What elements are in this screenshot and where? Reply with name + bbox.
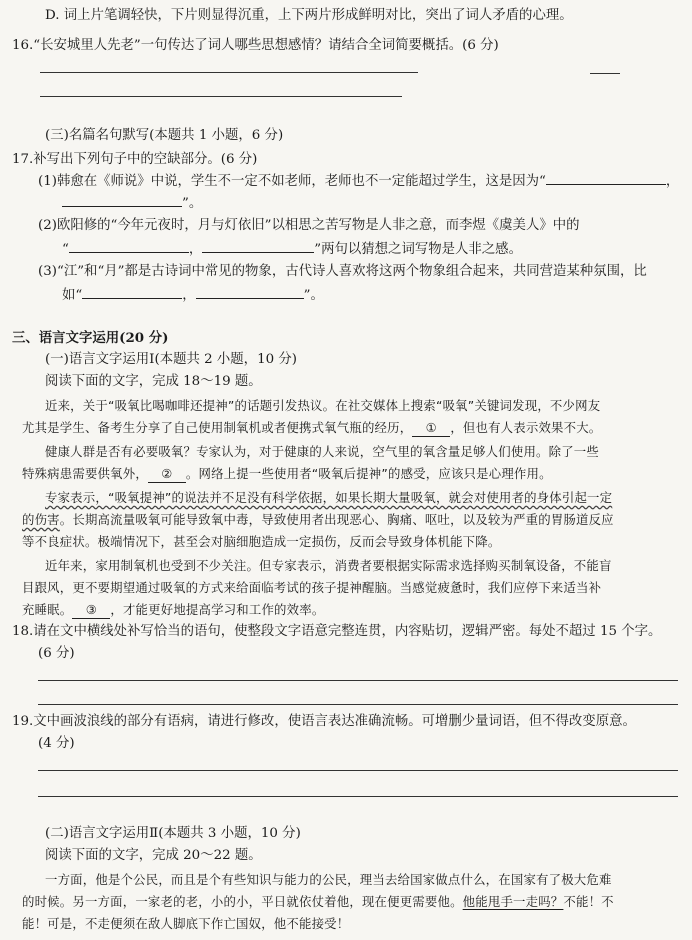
q17-item-1 bbox=[38, 172, 679, 190]
q17-item-2: (2)欧阳修的“今年元夜时，月与灯依旧”以相思之苦写物是人非之意，而李煜《虞美人》中的 bbox=[38, 218, 580, 233]
option-d: D. 词上片笔调轻快，下片则显得沉重，上下两片形成鲜明对比，突出了词人矛盾的心理。 bbox=[45, 8, 573, 23]
subsection-2-instruction: 阅读下面的文字，完成 20～22 题。 bbox=[45, 848, 262, 863]
blank-1[interactable] bbox=[412, 420, 450, 437]
question-19-points: (4 分) bbox=[38, 736, 75, 751]
subsection-2-title: (二)语言文字运用Ⅱ(本题共 3 小题，10 分) bbox=[45, 826, 301, 841]
passage-text: 的时候。另一方面，一家老的老，小的小，平日就依仗着他，现在便更需要他。 bbox=[22, 894, 463, 909]
q17-item-1-cont bbox=[62, 194, 202, 212]
section-title-famous-lines: (三)名篇名句默写(本题共 1 小题，6 分) bbox=[45, 128, 284, 143]
passage-text: 尤其是学生、备考生分享了自己使用制氧机或者便携式氧气瓶的经历， bbox=[22, 420, 413, 435]
passage-line: 等不良症状。极端情况下，甚至会对脑细胞造成一定损伤，反而会导致身体机能下降。 bbox=[22, 534, 501, 549]
passage-line bbox=[22, 894, 614, 910]
passage-line: 近年来，家用制氧机也受到不少关注。但专家表示，消费者要根据实际需求选择购买制氧设备，不能盲 bbox=[45, 558, 612, 573]
question-16: 16.“长安城里人先老”一句传达了词人哪些思想感情？请结合全词简要概括。(6 分) bbox=[12, 38, 499, 53]
passage-text: 。长期高流量吸氧可能导致氧中毒，导致使用者出现恶心、胸痛、呕吐，以及较为严重的胃肠道反应 bbox=[59, 512, 614, 527]
fill-blank[interactable] bbox=[546, 172, 666, 185]
answer-line bbox=[40, 96, 402, 97]
fill-blank[interactable] bbox=[82, 286, 182, 299]
fill-blank[interactable] bbox=[196, 286, 304, 299]
passage-line bbox=[45, 490, 612, 506]
item-text: ， bbox=[188, 242, 203, 257]
q17-item-2-cont bbox=[62, 240, 522, 258]
question-18: 18.请在文中横线处补写恰当的语句，使整段文字语意完整连贯，内容贴切，逻辑严密。每处不超过 15 个字。 bbox=[12, 624, 662, 639]
passage-line: 能！可是，不走便须在敌人脚底下作亡国奴，他不能接受！ bbox=[22, 916, 350, 931]
passage-text: ，才能更好地提高学习和工作的效率。 bbox=[110, 602, 325, 617]
subsection-1-instruction: 阅读下面的文字，完成 18～19 题。 bbox=[45, 374, 262, 389]
answer-line bbox=[40, 72, 418, 73]
item-text: ， bbox=[665, 174, 680, 189]
passage-line bbox=[22, 420, 601, 437]
answer-line bbox=[38, 680, 678, 681]
passage-line bbox=[22, 602, 324, 619]
answer-line bbox=[590, 73, 620, 74]
blank-number: ② bbox=[161, 466, 173, 481]
answer-line bbox=[38, 796, 678, 797]
question-18-points: (6 分) bbox=[38, 646, 75, 661]
item-text: (1)韩愈在《师说》中说，学生不一定不如老师，老师也不一定能超过学生，这是因为“ bbox=[38, 174, 546, 189]
answer-line bbox=[38, 770, 678, 771]
q17-item-3: (3)“江”和“月”都是古诗词中常见的物象，古代诗人喜欢将这两个物象组合起来，共同营造某种氛围，比 bbox=[38, 264, 647, 279]
answer-line bbox=[38, 704, 678, 705]
underlined-sentence: 他能甩手一走吗？ bbox=[462, 894, 564, 909]
passage-text: 不能！不 bbox=[563, 894, 614, 909]
blank-3[interactable] bbox=[72, 602, 110, 619]
q17-item-3-cont bbox=[62, 286, 324, 304]
passage-line bbox=[22, 466, 552, 483]
fill-blank[interactable] bbox=[62, 194, 182, 207]
passage-line: 近来，关于“吸氧比喝咖啡还提神”的话题引发热议。在社交媒体上搜索“吸氧”关键词发现，不少网友 bbox=[45, 398, 601, 413]
passage-line bbox=[22, 512, 614, 528]
item-text: 如“ bbox=[62, 288, 83, 303]
passage-text: 充睡眠。 bbox=[22, 602, 73, 617]
wavy-underlined-text: 的伤害 bbox=[22, 512, 60, 527]
question-19: 19.文中画波浪线的部分有语病，请进行修改，使语言表达准确流畅。可增删少量词语，但不得改变原意。 bbox=[12, 714, 636, 729]
item-text: ”。 bbox=[182, 196, 203, 211]
passage-text: ，但也有人表示效果不大。 bbox=[450, 420, 602, 435]
passage-text: 特殊病患需要供氧外， bbox=[22, 466, 148, 481]
wavy-underlined-text: 专家表示，“吸氧提神”的说法并不足没有科学依据，如果长期大量吸氧，就会对使用者的身体引起一定 bbox=[45, 490, 613, 505]
blank-2[interactable] bbox=[148, 466, 186, 483]
blank-number: ③ bbox=[85, 602, 98, 617]
passage-line: 健康人群是否有必要吸氧？专家认为，对于健康的人来说，空气里的氧含量足够人们使用。除了一些 bbox=[45, 444, 599, 459]
fill-blank[interactable] bbox=[69, 240, 189, 253]
passage-text: 。网络上提一些使用者“吸氧后提神”的感受，应该只是心理作用。 bbox=[185, 466, 552, 481]
item-text: ”。 bbox=[303, 288, 324, 303]
passage-line: 一方面，他是个公民，而且是个有些知识与能力的公民，理当去给国家做点什么，在国家有了极大危难 bbox=[45, 872, 612, 887]
item-text: “ bbox=[62, 242, 69, 257]
blank-number: ① bbox=[425, 420, 437, 435]
item-text: ， bbox=[182, 288, 196, 303]
subsection-1-title: (一)语言文字运用Ⅰ(本题共 2 小题，10 分) bbox=[45, 352, 297, 367]
question-17: 17.补写出下列句子中的空缺部分。(6 分) bbox=[12, 152, 258, 167]
fill-blank[interactable] bbox=[202, 240, 314, 253]
item-text: ”两句以猜想之词写物是人非之感。 bbox=[314, 242, 522, 257]
passage-line: 目跟风，更不要期望通过吸氧的方式来给面临考试的孩子提神醒脑。当感觉疲惫时，我们应停下来适当补 bbox=[22, 580, 602, 595]
part-3-heading: 三、语言文字运用(20 分) bbox=[12, 330, 169, 346]
